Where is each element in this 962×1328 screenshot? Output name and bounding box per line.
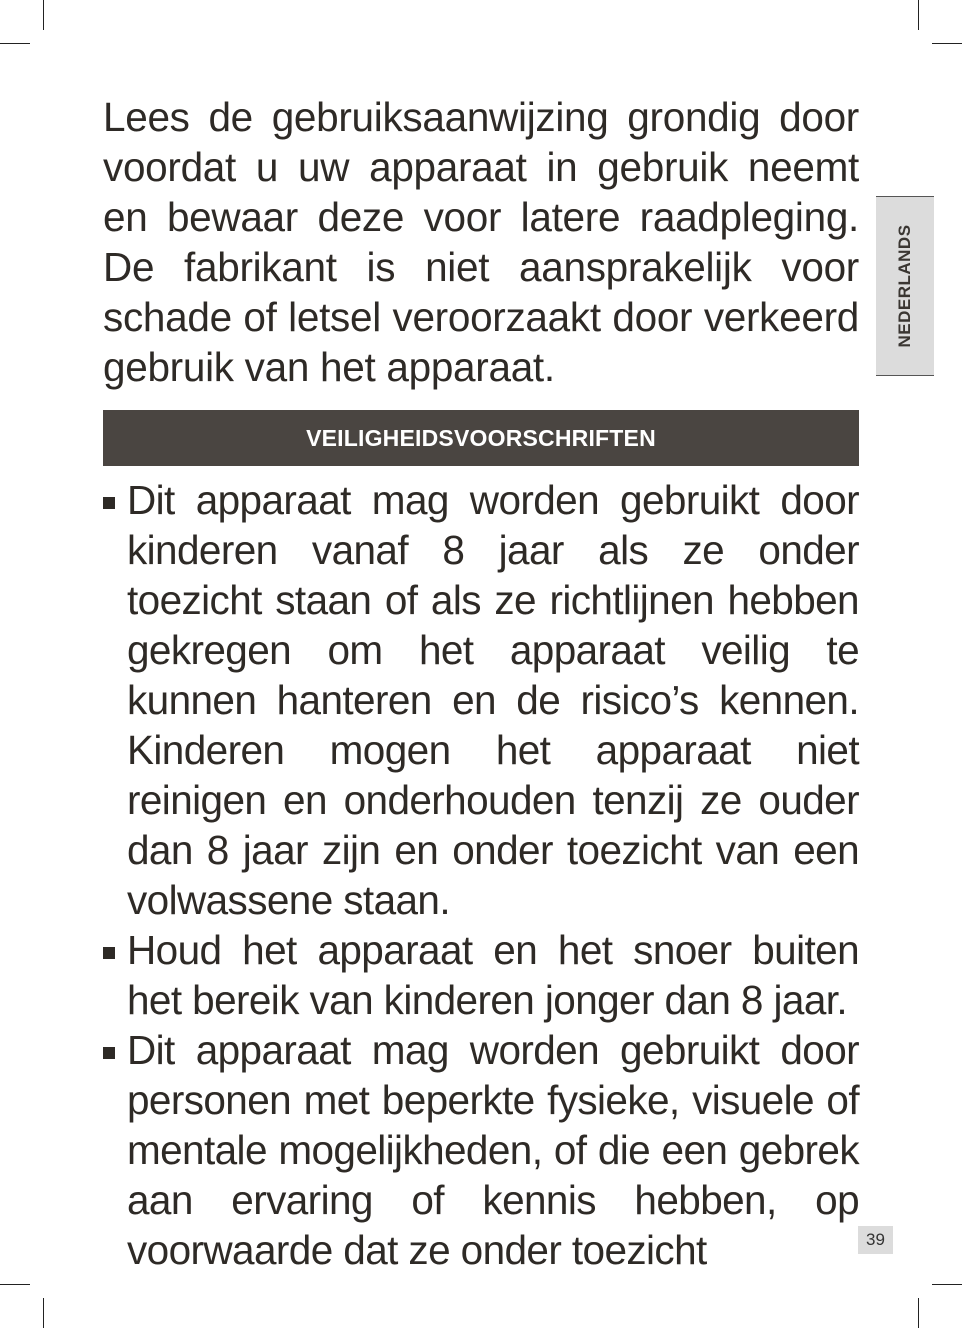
list-item-text: Dit apparaat mag worden gebruikt door personen met beperkte fysieke, visuele of mentale mogelijkheden, of die een gebrek aan ervaring of kennis hebben, op voorwaarde dat ze onder toezicht — [127, 1027, 859, 1273]
list-item — [103, 1025, 859, 1275]
intro-paragraph: Lees de gebruiksaanwijzing grondig door voordat u uw apparaat in gebruik neemt en bewaar deze voor latere raadpleging. De fabrikant is niet aansprakelijk voor schade of letsel veroorzaakt door verkeerd gebruik van het apparaat. — [103, 94, 859, 390]
list-item-text: Houd het apparaat en het snoer buiten het bereik van kinderen jonger dan 8 jaar. — [127, 927, 859, 1023]
safety-list — [103, 475, 859, 1275]
crop-mark — [918, 0, 919, 30]
crop-mark — [918, 1298, 919, 1328]
list-item — [103, 925, 859, 1025]
section-header-title: VEILIGHEIDSVOORSCHRIFTEN — [306, 424, 656, 451]
crop-mark — [43, 1298, 44, 1328]
crop-mark — [0, 43, 30, 44]
page-number — [858, 1226, 893, 1254]
language-tab-label: NEDERLANDS — [895, 224, 914, 348]
bullet-square-icon — [103, 497, 115, 509]
crop-mark — [43, 0, 44, 30]
bullet-square-icon — [103, 947, 115, 959]
language-tab — [876, 196, 934, 376]
bullet-square-icon — [103, 1047, 115, 1059]
crop-mark — [932, 1284, 962, 1285]
list-item — [103, 475, 859, 925]
section-header — [103, 410, 859, 466]
crop-mark — [0, 1284, 30, 1285]
page-number-label: 39 — [866, 1230, 885, 1249]
crop-mark — [932, 43, 962, 44]
list-item-text: Dit apparaat mag worden gebruikt door kinderen vanaf 8 jaar als ze onder toezicht staan of als ze richtlijnen hebben gekregen om het apparaat veilig te kunnen hanteren en de risico’s kennen. Kinderen mogen het apparaat niet reinigen en onderhouden tenzij ze ouder dan 8 jaar zijn en onder toezicht van een volwassene staan. — [127, 477, 859, 923]
